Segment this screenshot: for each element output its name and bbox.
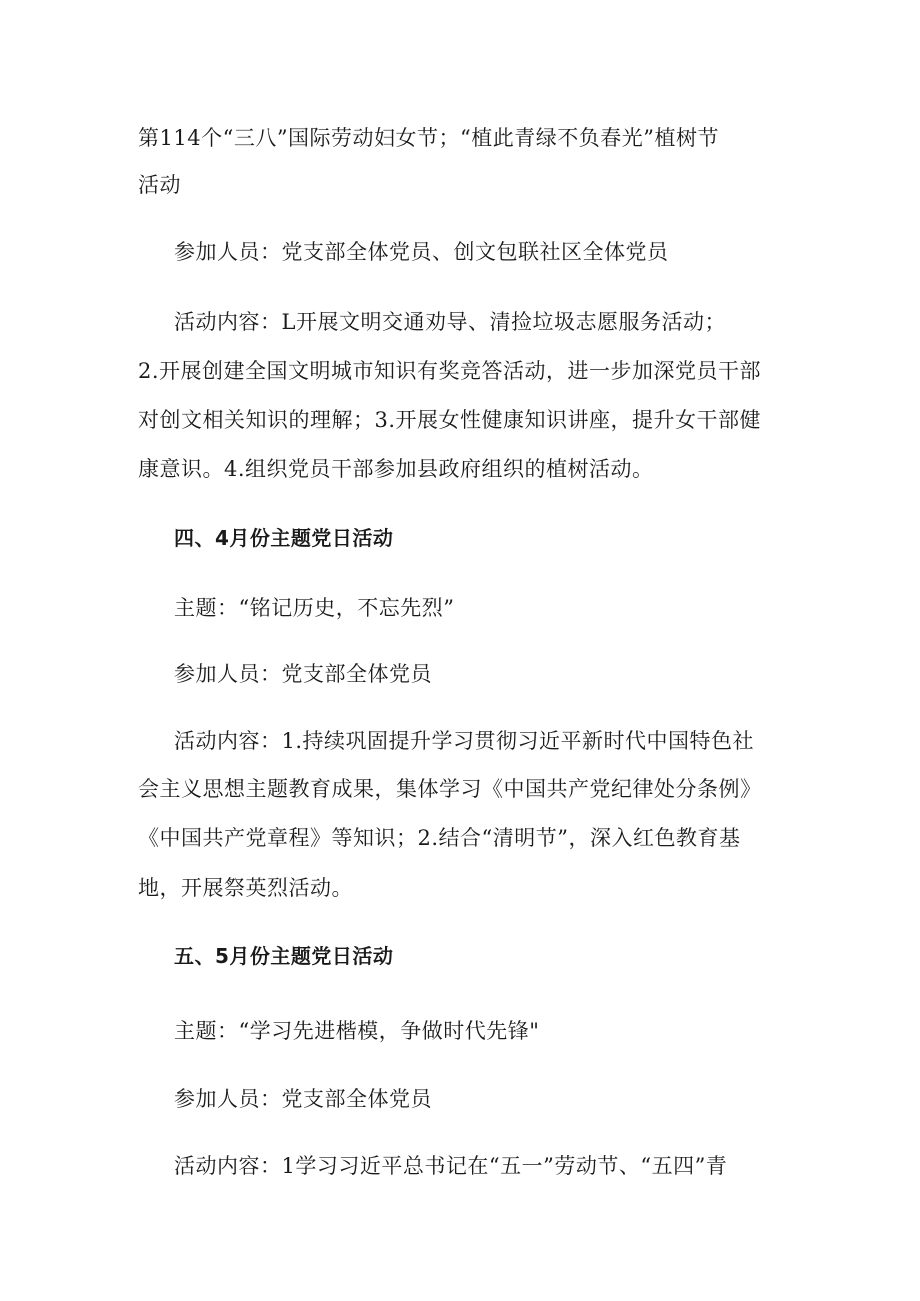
section-heading-april: 四、4月份主题党日活动 xyxy=(174,526,394,550)
activity-content-line: 活动内容：1学习习近平总书记在“五一”劳动节、“五四”青 xyxy=(174,1154,728,1178)
participants-line: 参加人员：党支部全体党员 xyxy=(174,662,432,686)
body-text-line: 地，开展祭英烈活动。 xyxy=(138,876,353,900)
activity-content-line: 活动内容：1.持续巩固提升学习贯彻习近平新时代中国特色社 xyxy=(174,729,755,753)
participants-line: 参加人员：党支部全体党员、创文包联社区全体党员 xyxy=(174,240,669,264)
body-text-line: 2.开展创建全国文明城市知识有奖竞答活动，进一步加深党员干部 xyxy=(138,359,762,383)
body-text-line: 《中国共产党章程》等知识；2.结合“清明节”，深入红色教育基 xyxy=(138,826,741,850)
participants-line: 参加人员：党支部全体党员 xyxy=(174,1087,432,1111)
section-heading-may: 五、5月份主题党日活动 xyxy=(174,944,394,968)
body-text-line: 会主义思想主题教育成果，集体学习《中国共产党纪律处分条例》 xyxy=(138,777,762,801)
body-text-line: 第114个“三八”国际劳动妇女节；“植此青绿不负春光”植树节 xyxy=(138,126,720,150)
theme-line: 主题：“学习先进楷模，争做时代先锋" xyxy=(174,1019,540,1043)
body-text-line: 康意识。4.组织党员干部参加县政府组织的植树活动。 xyxy=(138,457,654,481)
activity-content-line: 活动内容：L开展文明交通劝导、清捡垃圾志愿服务活动； xyxy=(174,310,726,334)
body-text-line: 活动 xyxy=(138,173,181,197)
body-text-line: 对创文相关知识的理解；3.开展女性健康知识讲座，提升女干部健 xyxy=(138,408,762,432)
theme-line: 主题：“铭记历史，不忘先烈” xyxy=(174,596,455,620)
